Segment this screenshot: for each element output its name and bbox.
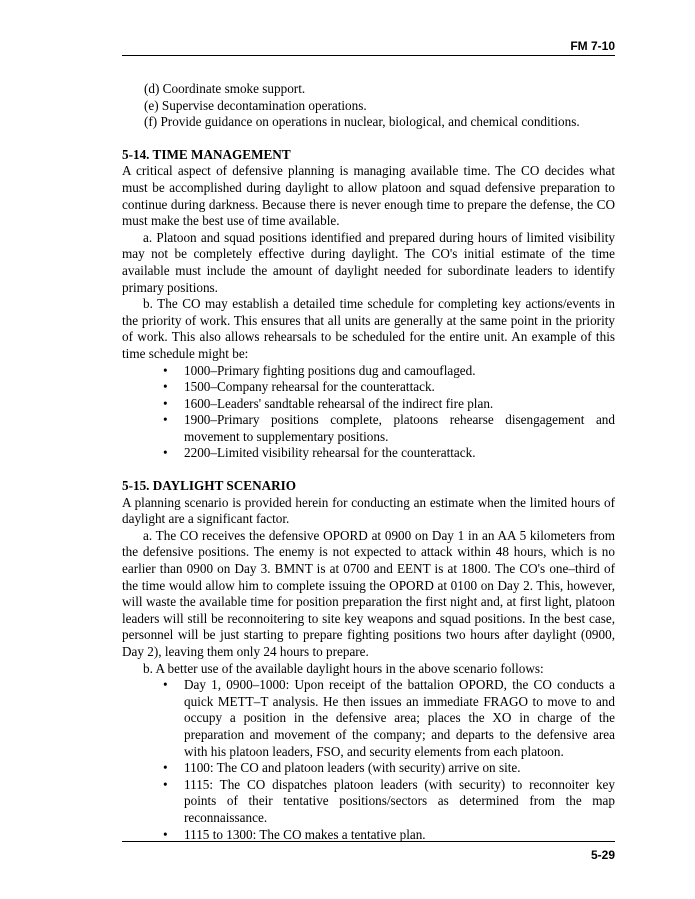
section-heading: 5-15. DAYLIGHT SCENARIO [122,478,297,494]
list-item: • 1115 to 1300: The CO makes a tentative plan. [184,827,615,844]
section-intro: A planning scenario is provided herein for conducting an estimate when the limited hours of daylight are a significant factor. [122,494,615,527]
sub-list-item-d: (d) Coordinate smoke support. [144,81,306,96]
running-header [122,39,615,56]
header-title: FM 7-10 [570,39,615,53]
list-item: • 1100: The CO and platoon leaders (with security) arrive on site. [184,760,615,777]
section-daylight-scenario [122,478,615,843]
sub-list-item-f: (f) Provide guidance on operations in nuclear, biological, and chemical conditions. [144,114,580,130]
paragraph-a: a. Platoon and squad positions identified and prepared during hours of limited visibility may not be completely effective during daylight. The CO's initial estimate of the time available must include the amount of daylight needed for subordinate leaders to identify primary positions. [122,229,615,295]
paragraph-a: a. The CO receives the defensive OPORD at 0900 on Day 1 in an AA 5 kilometers from the defensive positions. The enemy is not expected to attack within 48 hours, which is no earlier than 0900 on Day 3. BMNT is at 0700 and EENT is at 1800. The CO's one–third of the time would allow him to complete issuing the OPORD at 0100 on Day 2. This, however, will waste the available time for position preparation the first night and, at first light, platoon leaders will still be reconnoitering to site key weapons and squad positions. In the best case, personnel will be just starting to prepare fighting positions two hours after daylight (0900, Day 2), leaving them only 24 hours to prepare. [122,527,615,659]
list-item: • 1900–Primary positions complete, platoons rehearse disengagement and movement to supplementary positions. [184,412,615,445]
paragraph-b: b. A better use of the available daylight hours in the above scenario follows: [143,660,544,676]
page-content [122,81,615,843]
page-number: 5-29 [590,848,615,862]
section-intro: A critical aspect of defensive planning is managing available time. The CO decides what must be accomplished during daylight to allow platoon and squad defensive preparation to continue during darkness. Because there is never enough time to prepare the defense, the CO must make the best use of time available. [122,163,615,229]
list-item: • Day 1, 0900–1000: Upon receipt of the battalion OPORD, the CO conducts a quick METT–T analysis. He then issues an immediate FRAGO to move to and occupy a position in the defensive area; places the XO in charge of the preparation and movement of the company; and departs to the defensive area with his platoon leaders, FSO, and security elements from each platoon. [184,677,615,760]
list-item: • 1500–Company rehearsal for the counterattack. [184,379,615,396]
sub-list-item-e: (e) Supervise decontamination operations. [144,97,367,113]
list-item: • 2200–Limited visibility rehearsal for the counterattack. [184,445,615,462]
paragraph-b: b. The CO may establish a detailed time schedule for completing key actions/events in the priority of work. This ensures that all units are generally at the same point in the priority of work. This also allows rehearsals to be scheduled for the entire unit. An example of this time schedule might be: [122,296,615,361]
list-item: • 1115: The CO dispatches platoon leaders (with security) to reconnoiter key points of their tentative positions/sectors as determined from the map reconnaissance. [184,777,615,827]
list-item: • 1000–Primary fighting positions dug and camouflaged. [184,363,615,380]
list-item: • 1600–Leaders' sandtable rehearsal of the indirect fire plan. [184,396,615,413]
running-footer [122,841,615,862]
bullet-list [122,363,615,463]
sub-list [122,81,615,131]
section-time-management [122,147,615,462]
section-heading: 5-14. TIME MANAGEMENT [122,146,291,162]
bullet-list [122,677,615,843]
